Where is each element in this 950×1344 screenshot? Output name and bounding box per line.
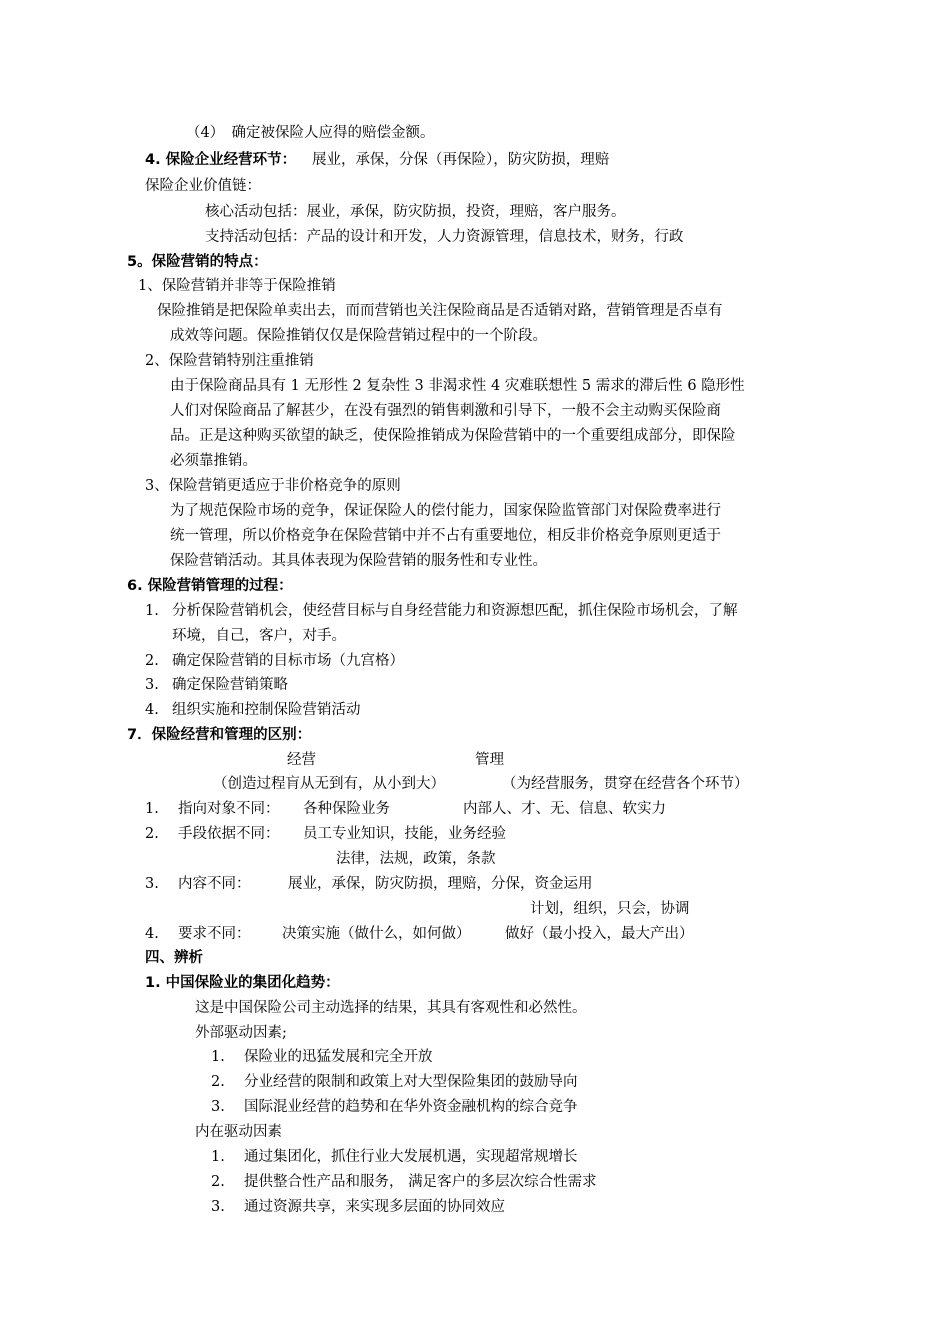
text-line: 确定保险营销策略	[172, 677, 288, 693]
text-line: 统一管理，所以价格竞争在保险营销中并不占有重要地位，相反非价格竞争原则更适于	[170, 528, 721, 544]
list-number: 2.	[145, 826, 159, 842]
text-line: 人们对保险商品了解甚少，在没有强烈的销售刺激和引导下，一般不会主动购买保险商	[170, 403, 721, 419]
text-line: 由于保险商品具有 1 无形性 2 复杂性 3 非渴求性 4 灾难联想性 5 需求的滞后性 6 隐形性	[170, 378, 745, 394]
section-heading: 7．保险经营和管理的区别：	[127, 727, 312, 743]
text-line: 通过资源共享，来实现多层面的协同效应	[244, 1199, 505, 1215]
text-line: 保险业的迅猛发展和完全开放	[244, 1049, 433, 1065]
list-number: 1.	[145, 603, 159, 619]
list-number: 2.	[211, 1174, 225, 1190]
text-line: 管理	[475, 752, 504, 768]
section-heading: 6. 保险营销管理的过程：	[127, 578, 293, 594]
text-line: 内容不同：	[178, 876, 251, 892]
text-line: 各种保险业务	[303, 801, 390, 817]
text-line: （为经营服务，贯穿在经营各个环节）	[502, 776, 749, 792]
list-number: 1.	[211, 1149, 225, 1165]
text-line: 计划，组织，只会，协调	[530, 901, 690, 917]
text-line: 2、保险营销特别注重推销	[145, 353, 314, 369]
text-line: 品。正是这种购买欲望的缺乏，使保险推销成为保险营销中的一个重要组成部分，即保险	[170, 428, 736, 444]
text-line: 为了规范保险市场的竞争，保证保险人的偿付能力，国家保险监管部门对保险费率进行	[170, 503, 721, 519]
text-line: 这是中国保险公司主动选择的结果，其具有客观性和必然性。	[195, 1000, 587, 1016]
text-line: 指向对象不同：	[178, 801, 280, 817]
text-line: 要求不同：	[178, 926, 251, 942]
text-line: 内在驱动因素	[195, 1124, 282, 1140]
section-heading: 4. 保险企业经营环节：	[145, 152, 297, 168]
list-number: 3.	[211, 1099, 225, 1115]
list-number: 2.	[211, 1074, 225, 1090]
text-line: 分析保险营销机会，使经营目标与自身经营能力和资源想匹配，抓住保险市场机会，了解	[172, 603, 738, 619]
list-number: 1.	[211, 1049, 225, 1065]
list-number: 3.	[145, 876, 159, 892]
text-line: 成效等问题。保险推销仅仅是保险营销过程中的一个阶段。	[170, 328, 547, 344]
text-line: （4） 确定被保险人应得的赔偿金额。	[186, 125, 435, 141]
text-line: 环境，自己，客户，对手。	[172, 628, 346, 644]
text-line: 展业，承保，防灾防损，理赔，分保，资金运用	[288, 876, 593, 892]
list-number: 3.	[211, 1199, 225, 1215]
list-number: 4.	[145, 926, 159, 942]
text-line: 必须靠推销。	[170, 453, 257, 469]
text-line: 展业，承保，分保（再保险），防灾防损，理赔	[312, 152, 610, 168]
text-line: 核心活动包括：展业，承保，防灾防损，投资，理赔，客户服务。	[205, 204, 626, 220]
list-number: 4.	[145, 702, 159, 718]
text-line: 外部驱动因素;	[195, 1025, 287, 1041]
text-line: 保险企业价值链：	[145, 178, 261, 194]
text-line: 国际混业经营的趋势和在华外资金融机构的综合竞争	[244, 1099, 578, 1115]
text-line: 3、保险营销更适应于非价格竞争的原则	[145, 478, 401, 494]
text-line: 内部人、才、无、信息、软实力	[463, 801, 666, 817]
section-heading: 1. 中国保险业的集团化趋势：	[145, 975, 340, 991]
list-number: 1.	[145, 801, 159, 817]
text-line: 通过集团化，抓住行业大发展机遇，实现超常规增长	[244, 1149, 578, 1165]
text-line: 保险营销活动。其具体表现为保险营销的服务性和专业性。	[170, 553, 547, 569]
text-line: 做好（最小投入，最大产出）	[505, 926, 694, 942]
text-line: 1、保险营销并非等于保险推销	[138, 278, 336, 294]
text-line: 员工专业知识，技能，业务经验	[303, 826, 506, 842]
text-line: 保险推销是把保险单卖出去，而而营销也关注保险商品是否适销对路，营销管理是否卓有	[157, 303, 723, 319]
text-line: 确定保险营销的目标市场（九宫格）	[172, 653, 404, 669]
text-line: 手段依据不同：	[178, 826, 280, 842]
text-line: 决策实施（做什么，如何做）	[282, 926, 471, 942]
text-line: 法律，法规，政策，条款	[336, 851, 496, 867]
text-line: 支持活动包括：产品的设计和开发，人力资源管理，信息技术，财务，行政	[205, 229, 684, 245]
section-heading: 5。保险营销的特点：	[127, 254, 268, 270]
text-line: 经营	[287, 752, 316, 768]
text-line: （创造过程肓从无到有，从小到大）	[213, 776, 445, 792]
section-heading: 四、辨析	[145, 950, 203, 966]
list-number: 3.	[145, 677, 159, 693]
text-line: 组织实施和控制保险营销活动	[172, 702, 361, 718]
text-line: 分业经营的限制和政策上对大型保险集团的鼓励导向	[244, 1074, 578, 1090]
text-line: 提供整合性产品和服务， 满足客户的多层次综合性需求	[244, 1174, 597, 1190]
list-number: 2.	[145, 653, 159, 669]
